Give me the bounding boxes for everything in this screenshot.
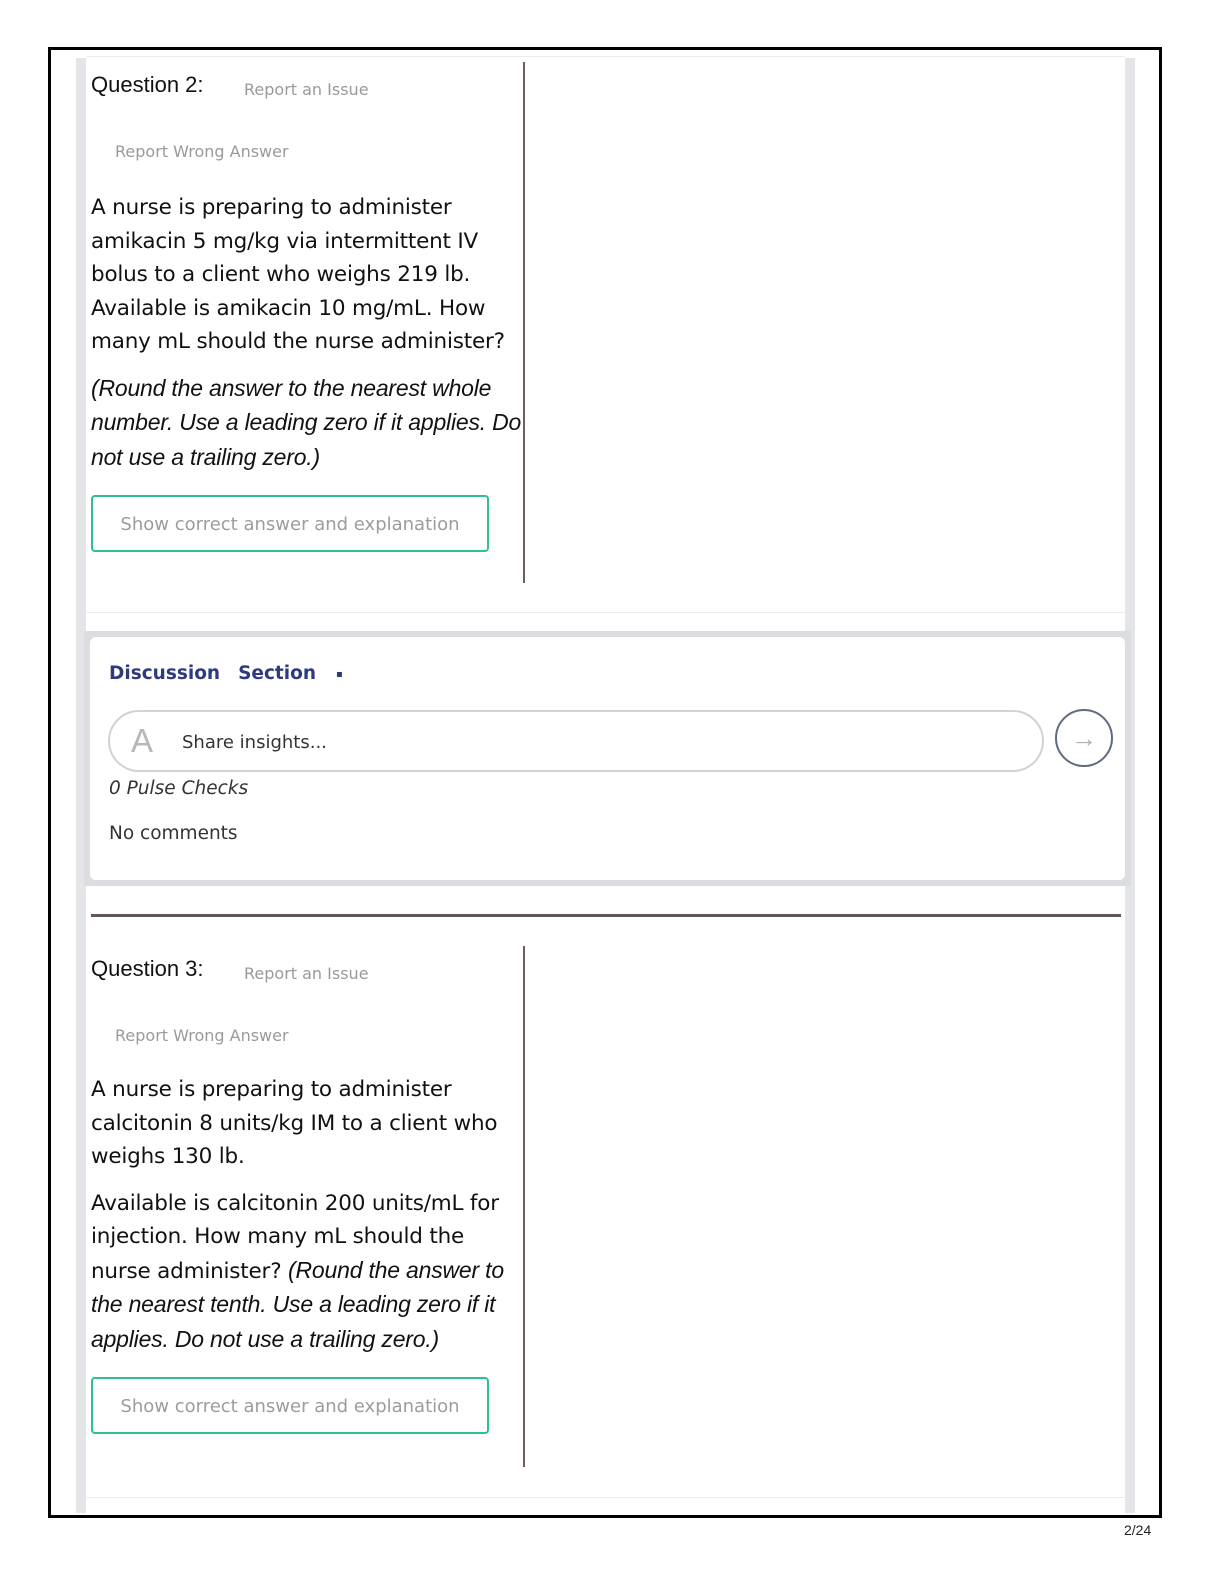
avatar: A [131,722,154,759]
pulse-checks-count: 0 Pulse Checks [109,778,249,799]
share-insights-input[interactable] [180,726,1004,758]
share-insights-box[interactable] [108,710,1044,772]
no-comments-text: No comments [109,823,238,844]
question-paragraph [91,372,526,476]
question-text [91,1073,526,1357]
discussion-card [90,637,1125,880]
tab-discussion[interactable]: Discussion [109,663,221,684]
horizontal-rule [86,1497,1125,1498]
section-separator [91,914,1121,917]
question-card [91,948,526,1434]
report-wrong-answer-link[interactable]: Report Wrong Answer [115,1026,289,1045]
question-stem: A nurse is preparing to administer amikacin 5 mg/kg via intermittent IV bolus to a client who weighs 219 lb. Available is amikacin 10 mg/mL. How many mL should the nurse administer? [91,195,505,354]
arrow-right-icon: → [1071,723,1097,753]
discussion-tabs [109,663,379,684]
page-frame [48,47,1162,1518]
discussion-panel [84,631,1131,886]
question-paragraph [91,191,526,359]
column-divider [523,946,525,1467]
question-title: Question 2: [91,72,204,97]
report-issue-link[interactable]: Report an Issue [244,80,369,99]
report-issue-link[interactable]: Report an Issue [244,964,369,983]
question-stem: A nurse is preparing to administer calcitonin 8 units/kg IM to a client who weighs 130 lb. [91,1077,498,1169]
send-button[interactable] [1055,709,1113,767]
top-line [86,56,1125,57]
question-title: Question 3: [91,956,204,981]
question-header [91,948,526,998]
caret-down-icon: ▪ [336,668,343,680]
column-divider [523,62,525,583]
horizontal-rule [86,612,1125,613]
question-paragraph [91,1073,526,1174]
show-answer-button[interactable]: Show correct answer and explanation [91,495,489,552]
question-text [91,191,526,475]
question-header [91,64,526,114]
question-card [91,64,526,552]
question-paragraph [91,1187,526,1358]
show-answer-button[interactable]: Show correct answer and explanation [91,1377,489,1434]
question-stem: Available is calcitonin 200 units/mL for injection. How many mL should the nurse administer? [91,1190,499,1284]
tab-section-label: Section [238,663,316,684]
rounding-instruction: (Round the answer to the nearest whole number. Use a leading zero if it applies. Do not use a trailing zero.) [91,374,522,470]
report-wrong-answer-link[interactable]: Report Wrong Answer [115,142,289,161]
tab-section[interactable] [238,663,361,684]
rounding-instruction: (Round the answer to the nearest tenth. Use a leading zero if it applies. Do not use a trailing zero.) [91,1256,504,1352]
page-number: 2/24 [1124,1522,1152,1538]
